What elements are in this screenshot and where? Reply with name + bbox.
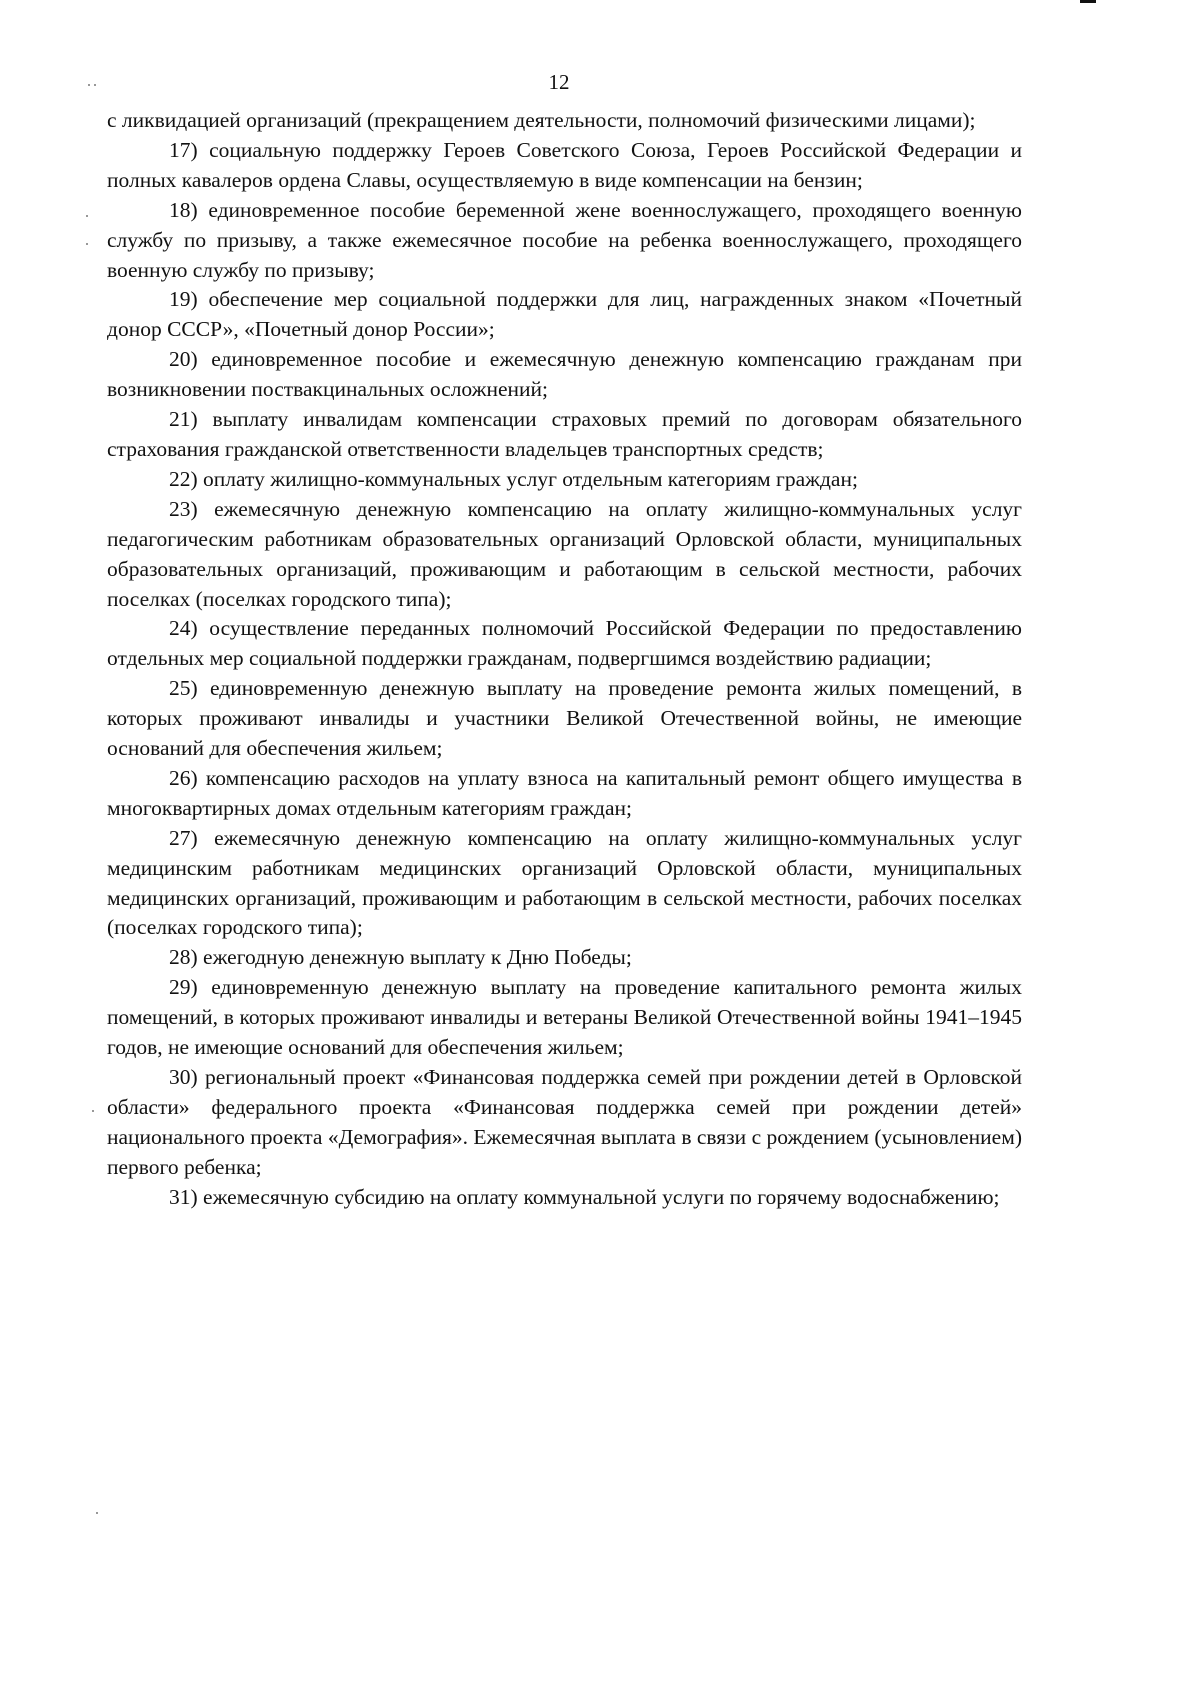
list-item-30: 30) региональный проект «Финансовая поддержка семей при рождении детей в Орловской области» федерального проекта «Финансовая поддержка семей при рождении детей» национального проекта «Демография». Ежемесячная выплата в связи с рождением (усыновлением) первого ребенка; xyxy=(107,1065,1022,1179)
list-item-21: 21) выплату инвалидам компенсации страховых премий по договорам обязательного страхования гражданской ответственности владельцев транспортных средств; xyxy=(107,407,1022,461)
scan-speck xyxy=(86,215,88,217)
scan-speck xyxy=(86,243,88,245)
scan-corner-mark xyxy=(1080,0,1096,3)
list-item-20: 20) единовременное пособие и ежемесячную денежную компенсацию гражданам при возникновении поствакцинальных осложнений; xyxy=(107,347,1022,402)
scan-speck xyxy=(96,1512,98,1514)
list-item-26: 26) компенсацию расходов на уплату взноса на капитальный ремонт общего имущества в многоквартирных домах отдельным категориям граждан; xyxy=(107,765,1022,820)
list-item-27: 27) ежемесячную денежную компенсацию на оплату жилищно-коммунальных услуг медицинским работникам медицинских организаций Орловской области, муниципальных медицинских организаций, проживающим и работающим в сельской местности, рабочих поселках (поселках городского типа); xyxy=(107,825,1022,940)
list-item-22: 22) оплату жилищно-коммунальных услуг отдельным категориям граждан; xyxy=(169,466,858,491)
list-item-18: 18) единовременное пособие беременной жене военнослужащего, проходящего военную службу по призыву, а также ежемесячное пособие на ребенка военнослужащего, проходящего военную службу по призыву; xyxy=(107,197,1022,282)
paragraph-continuation: с ликвидацией организаций (прекращением деятельности, полномочий физическими лицами); xyxy=(107,108,976,132)
scan-speck xyxy=(92,1110,94,1112)
list-item-29: 29) единовременную денежную выплату на проведение капитального ремонта жилых помещений, в которых проживают инвалиды и ветераны Великой Отечественной войны 1941–1945 годов, не имеющие оснований для обеспечения жильем; xyxy=(107,975,1022,1060)
document-body xyxy=(107,106,1022,1213)
list-item-17: 17) социальную поддержку Героев Советского Союза, Героев Российской Федерации и полных кавалеров ордена Славы, осуществляемую в виде компенсации на бензин; xyxy=(107,137,1022,192)
list-item-23: 23) ежемесячную денежную компенсацию на оплату жилищно-коммунальных услуг педагогическим работникам образовательных организаций Орловской области, муниципальных образовательных организаций, проживающим и работающим в сельской местности, рабочих поселках (поселках городского типа); xyxy=(107,496,1022,611)
list-item-28: 28) ежегодную денежную выплату к Дню Победы; xyxy=(169,945,632,970)
page-number: 12 xyxy=(548,70,570,94)
list-item-31: 31) ежемесячную субсидию на оплату коммунальной услуги по горячему водоснабжению; xyxy=(169,1184,1000,1209)
list-item-24: 24) осуществление переданных полномочий Российской Федерации по предоставлению отдельных мер социальной поддержки гражданам, подвергшимся воздействию радиации; xyxy=(107,616,1022,671)
list-item-19: 19) обеспечение мер социальной поддержки для лиц, награжденных знаком «Почетный донор СССР», «Почетный донор России»; xyxy=(107,287,1022,342)
list-item-25: 25) единовременную денежную выплату на проведение ремонта жилых помещений, в которых проживают инвалиды и участники Великой Отечественной войны, не имеющие оснований для обеспечения жильем; xyxy=(107,676,1022,761)
